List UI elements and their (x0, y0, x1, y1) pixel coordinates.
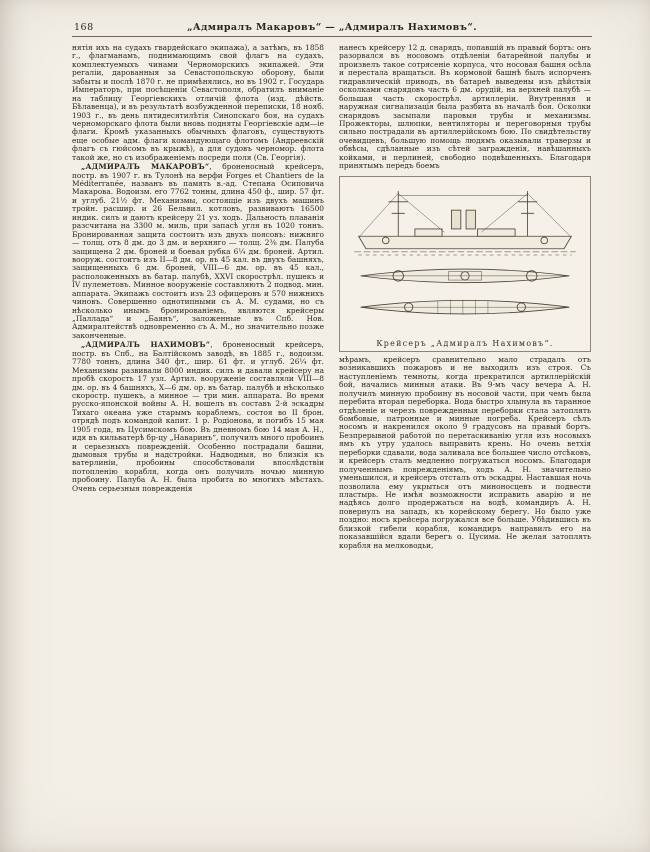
paragraph-text: мѣрамъ, крейсеръ сравнительно мало страдалъ отъ возникавшихъ пожаровъ и не выходилъ изъ строя. Съ наступленіемъ темноты, когда прекратился артиллерійскій бой, начались минныя атаки. Въ 9-мъ часу вечера А. Н. получилъ минную пробоину въ носовой части, при чемъ была перебита вторая переборка. Вода быстро хлынула въ таранное отдѣленіе и черезъ поврежденныя переборки стала затоплять бомбовые, патронные и минные погреба. Крейсеръ сѣлъ носомъ и накренился около 9 градусовъ на правый бортъ. Безпрерывной работой по перетаскиванію угля изъ носовыхъ ямъ къ утру удалось выправить крень. Но очень ветхія переборки сдавали, вода заливала все большее число отсѣковъ, и крейсеръ сталъ медленно погружаться носомъ. Благодаря полученнымъ поврежденіямъ, ходъ А. Н. значительно уменьшился, и крейсеръ отсталъ отъ эскадры. Наставшая ночь позволила ему укрыться отъ миноносцевъ и подвести пластырь. Не имѣя возможности исправить аварію и не надѣясь долго продержаться на водѣ, командиръ А. Н. повернулъ на западъ, къ корейскому берегу. Но было уже поздно: носъ крейсера погружался все больше. Убѣдившись въ близкой гибели корабля, командиръ направилъ его на показавшійся вдали берегъ о. Цусима. Не желая затоплять корабля на мелководьи, (339, 354, 591, 550)
ship-drawing-icon (344, 182, 586, 336)
right-column (339, 44, 591, 551)
article-lead: „АДМИРАЛЪ НАХИМОВЪ“ (81, 340, 211, 350)
page-number: 168 (74, 22, 94, 33)
paragraph-flags-continuation (72, 44, 324, 162)
paragraph-sinking (339, 356, 591, 550)
paragraph-text: нанесъ крейсеру 12 д. снарядъ, попавшій въ правый бортъ: онъ разорвался въ носовомъ отдѣленіи батарейной палубы и произвелъ такое сотрясеніе корпуса, что носовая башня осѣла и перестала вращаться. Въ кормовой башнѣ былъ испорченъ гидравлическій приводъ, въ батареѣ выведены изъ дѣйствія осколками снарядовъ часть 6 дм. орудій, на верхней палубѣ — большая часть скорострѣл. артиллеріи. Внутренняя и наружная сигнализація была разбита въ началѣ боя. Осколки снарядовъ засыпали паровыя трубы и механизмы. Прожекторы, шлюпки, вентиляторы и переговорныя трубы сильно пострадали въ артиллерійскомъ бою. По свидѣтельству очевидцевъ, большую помощь людямъ оказывали траверзы и обвѣсы, сдѣланные изъ сѣтей загражденія, навѣшанныхъ койками, и перлиней, свободно подвѣшенныхъ. Благодаря принятымъ передъ боемъ (339, 43, 591, 171)
paragraph-text: , броненосный крейсеръ, постр. въ 1907 г. въ Тулонѣ на верфи Forges et Chantiers de la Méditerranée, названъ въ память в.-ад. Степана Осиповича Макарова. Водоизм. его 7762 тонны, длина 450 ф., шир. 57 фт. и углуб. 21½ фт. Механизмы, состоящіе изъ двухъ машинъ тройн. расшир. и 26 Бельвил. котловъ, развиваютъ 16500 индик. силъ и даютъ крейсеру 21 уз. ходъ. Дальность плаванія разсчитана на 3300 м. миль, при запасѣ угля въ 1020 тоннъ. Бронированная защита состоитъ изъ двухъ поясовъ: нижняго — толщ. отъ 8 дм. до 3 дм. и верхняго — толщ. 2⅜ дм. Палуба защищена 2 дм. броней и боевая рубка 6¼ дм. броней. Артил. вооруж. состоитъ изъ II—8 дм. ор. въ 45 кал. въ двухъ башняхъ, защищенныхъ 6 дм. броней, VIII—6 дм. ор. въ 45 кал., расположенныхъ въ батар. палубѣ, XXVI скорострѣл. пушекъ и IV пулеметовъ. Минное вооруженіе составляютъ 2 подвод. мин. аппарата. Экипажъ состоитъ изъ 23 офицеровъ и 570 нижнихъ чиновъ. Совершенно однотипными съ А. М. судами, но съ нѣсколько инымъ бронированіемъ, являются крейсеры „Паллада“ и „Баянъ“, заложенные въ Спб. Нов. Адмиралтействѣ одновременно съ А. М., но значительно позже законченные. (72, 162, 324, 340)
article-lead: „АДМИРАЛЪ МАКАРОВЪ“ (81, 162, 210, 172)
paragraph-text: , броненосный крейсеръ, постр. въ Спб., на Балтійскомъ заводѣ, въ 1885 г., водоизм. 7780 тоннъ, длина 340 фт., шир. 61 фт. и углуб. 26¼ фт. Механизмы развивали 8000 индик. силъ и давали крейсеру на пробѣ скорость 17 узл. Артил. вооруженіе составляли VIII—8 дм. ор. въ 4 башняхъ, X—6 дм. ор. въ батар. палубѣ и нѣсколько скоростр. пушекъ, а минное — три мин. аппарата. Во время русско-японской войны А. Н. вошелъ въ составъ 2-й эскадры Тихаго океана уже старымъ кораблемъ, состоя во II брон. отрядѣ подъ командой капит. 1 р. Родіонова, и погибъ 15 мая 1905 года, въ Цусимскомъ бою. Въ дневномъ бою 14 мая А. Н., идя въ кильватерѣ бр-цу „Наваринъ“, получилъ много пробоинъ и серьезныхъ поврежденій. Особенно пострадали башни, дымовыя трубы и надстройки. Надводныя, но близкія къ ватерлиніи, пробоины способствовали впослѣдствіи потопленію корабля, когда онъ получилъ ночью минную пробоину. Палуба А. Н. была пробита во многихъ мѣстахъ. Очень серьезныя поврежденія (72, 340, 325, 493)
left-column (72, 44, 324, 551)
cruiser-figure (339, 176, 591, 352)
paragraph-admiral-nakhimov (72, 341, 324, 493)
page-header (72, 0, 592, 37)
paragraph-admiral-makarov (72, 163, 324, 340)
running-title: „Адмиралъ Макаровъ“ — „Адмиралъ Нахимовъ“. (187, 22, 477, 33)
figure-caption: Крейсеръ „Адмиралъ Нахимовъ“. (376, 338, 554, 348)
paragraph-text: нятія ихъ на судахъ гвардейскаго экипажа), а затѣмъ, въ 1858 г., флагманамъ, поднимающимъ свой флагъ на судахъ, комплектуемыхъ чинами Черноморскихъ экипажей. Эти регаліи, дарованныя за Севастопольскую оборону, были забыты и послѣ 1870 г. не примѣнялись, но въ 1902 г. Государь Императоръ, при посѣщеніи Севастополя, обратилъ вниманіе на таблицу Георгіевскихъ отличій флота (изд. дѣйств. Бѣлавенца), и въ результатѣ возбужденной переписки, 18 нояб. 1903 г., въ день пятидесятилѣтія Синопскаго боя, на судахъ черноморскаго флота были вновь подняты Георгіевскіе адм—іе флаги. Кромѣ указанныхъ обычныхъ флаговъ, существуютъ еще особые адм. флаги командующаго флотомъ (Андреевскій флагъ съ гюйсомъ въ крыжѣ), а для судовъ черномор. флота такой же, но съ изображеніемъ посреди поля (Св. Георгія). (72, 43, 324, 162)
text-columns (72, 44, 592, 551)
paragraph-battle-damage (339, 44, 591, 171)
